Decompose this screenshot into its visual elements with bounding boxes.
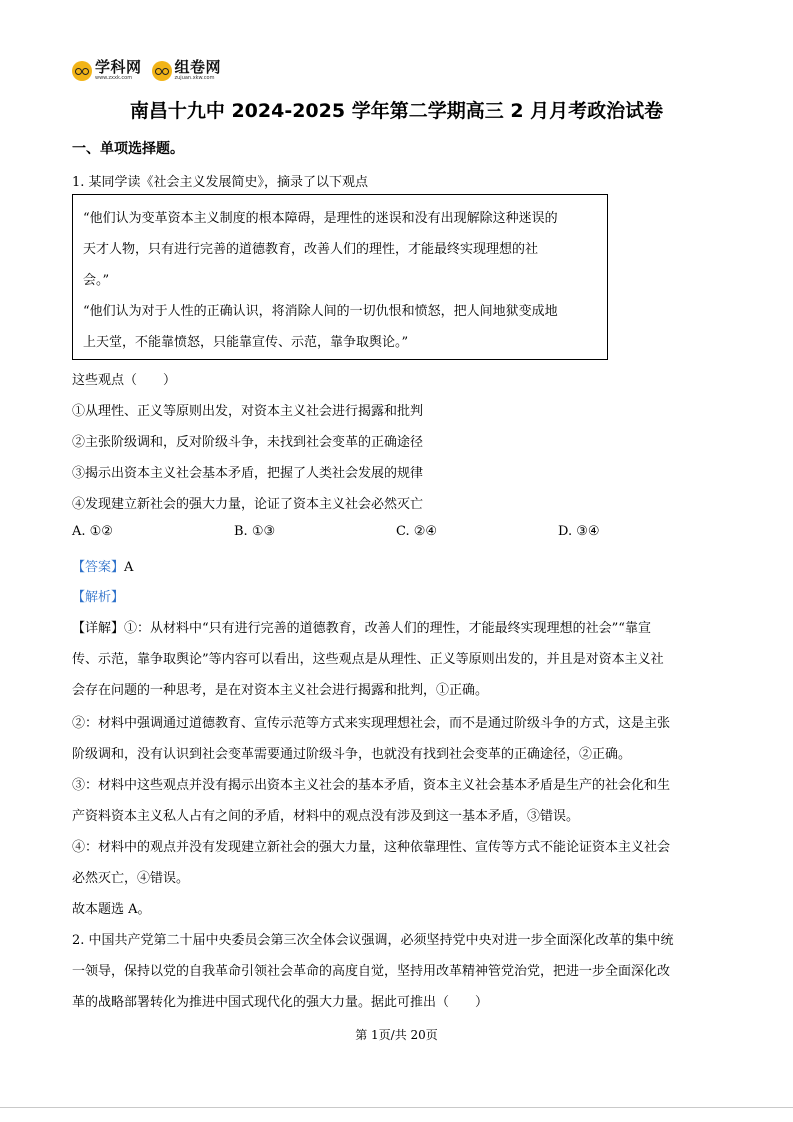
material-line: 上天堂，不能靠愤怒，只能靠宣传、示范，靠争取舆论。” — [83, 335, 409, 350]
q1-prompt: 这些观点（ ） — [72, 373, 177, 388]
answer-line — [72, 556, 133, 575]
header-logos — [72, 60, 221, 81]
detail-text: ①：从材料中“只有进行完善的道德教育，改善人们的理性，才能最终实现理想的社会”“靠宣 — [124, 621, 651, 636]
q1-item: ②主张阶级调和，反对阶级斗争，未找到社会变革的正确途径 — [72, 435, 424, 450]
material-line: “他们认为对于人性的正确认识，将消除人间的一切仇恨和愤怒，把人间地狱变成地 — [83, 304, 558, 319]
detail-line: 必然灭亡，④错误。 — [72, 871, 190, 886]
material-line: “他们认为变革资本主义制度的根本障碍，是理性的迷误和没有出现解除这种迷误的 — [83, 211, 558, 226]
detail-tag: 【详解】 — [72, 621, 125, 636]
smiley-glasses-icon — [72, 61, 92, 81]
q1-item: ①从理性、正义等原则出发，对资本主义社会进行揭露和批判 — [72, 404, 424, 419]
option-d: D. ③④ — [558, 524, 600, 539]
zujuanwang-logo-url: zujuan.xkw.com — [174, 75, 215, 81]
zujuanwang-logo-text: 组卷网 — [174, 58, 222, 76]
conclusion-line: 故本题选 A。 — [72, 902, 151, 917]
answer-tag: 【答案】 — [72, 560, 125, 575]
q1-item: ④发现建立新社会的强大力量，论证了资本主义社会必然灭亡 — [72, 497, 424, 512]
detail-line: 阶级调和，没有认识到社会变革需要通过阶级斗争，也就没有找到社会变革的正确途径，②正确。 — [72, 747, 632, 762]
detail-line — [72, 617, 651, 636]
detail-line: 传、示范，靠争取舆论”等内容可以看出，这些观点是从理性、正义等原则出发的，并且是对资本主义社 — [72, 652, 664, 667]
q1-item: ③揭示出资本主义社会基本矛盾，把握了人类社会发展的规律 — [72, 466, 424, 481]
page-edge-divider — [0, 1107, 793, 1108]
xuekewang-logo — [72, 60, 142, 81]
page-footer: 第 1页/共 20页 — [355, 1028, 438, 1042]
q2-line: 革的战略部署转化为推进中国式现代化的强大力量。据此可推出（ ） — [72, 995, 489, 1010]
answer-value: A — [124, 560, 134, 575]
option-a: A. ①② — [72, 524, 113, 539]
zujuanwang-logo — [152, 60, 222, 81]
exam-title: 南昌十九中 2024-2025 学年第二学期高三 2 月月考政治试卷 — [129, 100, 664, 122]
section-heading: 一、单项选择题。 — [72, 141, 184, 157]
xuekewang-logo-text: 学科网 — [95, 58, 142, 76]
detail-line: ④：材料中的观点并没有发现建立新社会的强大力量，这种依靠理性、宣传等方式不能论证资本主义社会 — [72, 840, 671, 855]
q2-line: 一领导，保持以党的自我革命引领社会革命的高度自觉，坚持用改革精神管党治党，把进一步全面深化改 — [72, 964, 671, 979]
graduation-cap-icon — [152, 61, 172, 81]
q2-line: 2. 中国共产党第二十届中央委员会第三次全体会议强调，必须坚持党中央对进一步全面深化改革的集中统 — [72, 933, 674, 948]
option-b: B. ①③ — [234, 524, 276, 539]
detail-line: ②：材料中强调通过道德教育、宣传示范等方式来实现理想社会，而不是通过阶级斗争的方式，这是主张 — [72, 716, 671, 731]
material-line: 天才人物，只有进行完善的道德教育，改善人们的理性，才能最终实现理想的社 — [83, 242, 539, 257]
material-line: 会。” — [83, 273, 110, 288]
detail-line: ③：材料中这些观点并没有揭示出资本主义社会的基本矛盾，资本主义社会基本矛盾是生产的社会化和生 — [72, 778, 671, 793]
q1-material-box — [72, 194, 608, 360]
analysis-line — [72, 586, 124, 605]
option-c: C. ②④ — [396, 524, 438, 539]
detail-line: 会存在问题的一种思考，是在对资本主义社会进行揭露和批判，①正确。 — [72, 683, 489, 698]
analysis-tag: 【解析】 — [72, 590, 125, 605]
q1-stem: 1. 某同学读《社会主义发展简史》，摘录了以下观点 — [72, 175, 369, 190]
xuekewang-logo-url: www.zxxk.com — [95, 75, 133, 81]
detail-line: 产资料资本主义私人占有之间的矛盾，材料中的观点没有涉及到这一基本矛盾，③错误。 — [72, 809, 580, 824]
